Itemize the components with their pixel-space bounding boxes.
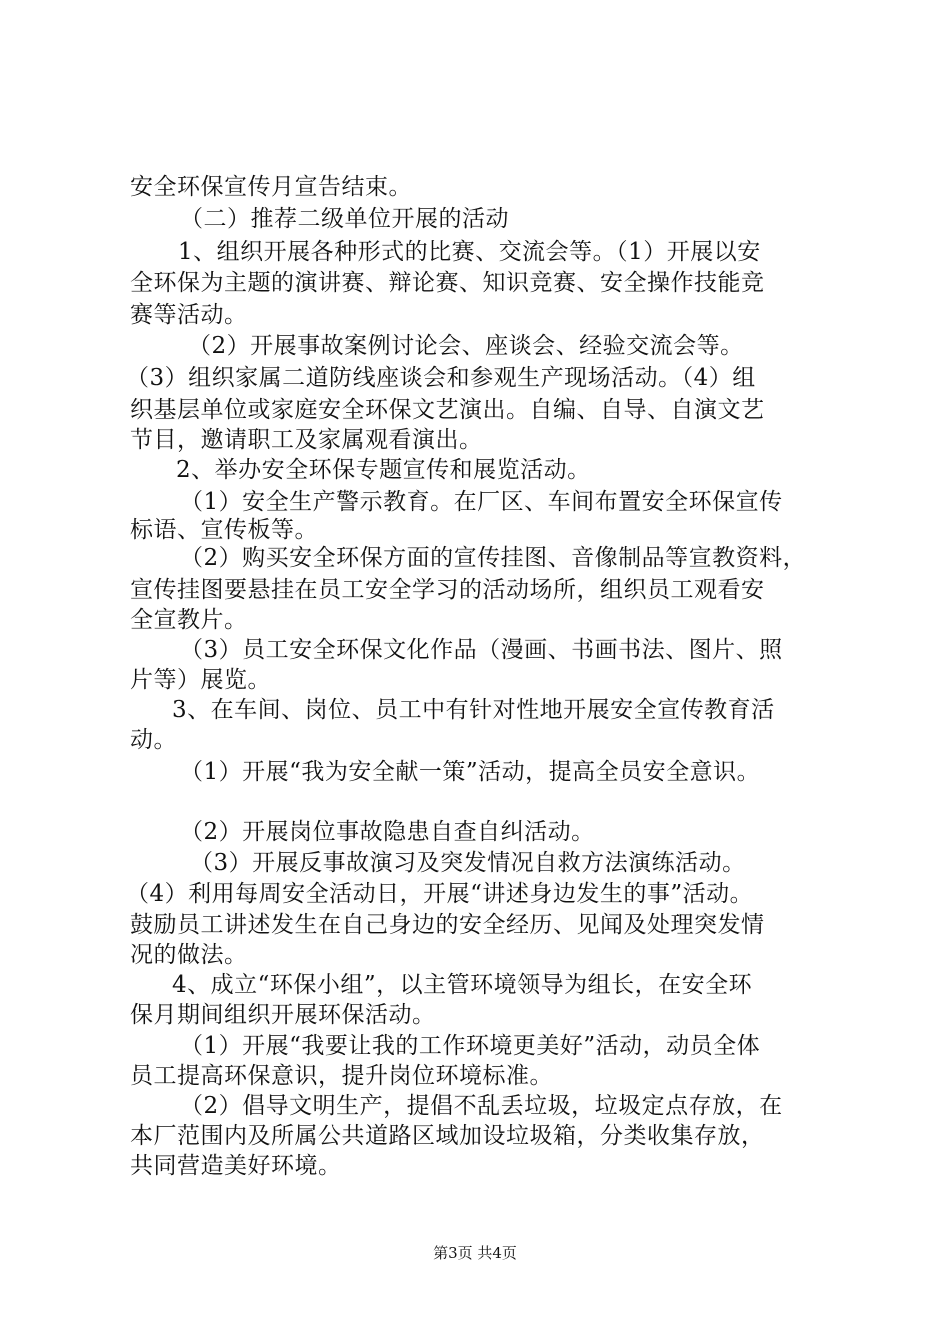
text-line: 安全环保宣传月宣告结束。 — [130, 174, 412, 200]
section-heading: （二）推荐二级单位开展的活动 — [180, 206, 509, 232]
text-line: 共同营造美好环境。 — [130, 1153, 342, 1179]
text-line: 织基层单位或家庭安全环保文艺演出。自编、自导、自演文艺 — [130, 397, 765, 423]
text-line: （2）开展事故案例讨论会、座谈会、经验交流会等。 — [188, 333, 744, 359]
text-line: 况的做法。 — [130, 942, 248, 968]
text-line: 3、在车间、岗位、员工中有针对性地开展安全宣传教育活 — [172, 697, 775, 723]
text-line: 员工提高环保意识，提升岗位环境标准。 — [130, 1063, 553, 1089]
text-line: （3）员工安全环保文化作品（漫画、书画书法、图片、照 — [180, 637, 783, 663]
text-line: （2）购买安全环保方面的宣传挂图、音像制品等宣教资料， — [180, 545, 807, 571]
text-line: 4、成立“环保小组”，以主管环境领导为组长，在安全环 — [172, 972, 753, 998]
text-line: 保月期间组织开展环保活动。 — [130, 1002, 436, 1028]
text-line: 动。 — [130, 727, 177, 753]
text-line: （1）开展“我要让我的工作环境更美好”活动，动员全体 — [180, 1033, 761, 1059]
text-line: （2）倡导文明生产，提倡不乱丢垃圾，垃圾定点存放，在 — [180, 1093, 783, 1119]
text-line: 赛等活动。 — [130, 302, 248, 328]
text-line: （3）开展反事故演习及突发情况自救方法演练活动。 — [190, 850, 746, 876]
text-line: （1）安全生产警示教育。在厂区、车间布置安全环保宣传 — [180, 489, 783, 515]
page-footer: 第3页 共4页 — [433, 1244, 517, 1262]
text-line: 鼓励员工讲述发生在自己身边的安全经历、见闻及处理突发情 — [130, 912, 765, 938]
text-line: （3）组织家属二道防线座谈会和参观生产现场活动。（4）组 — [126, 365, 756, 391]
text-line: 2、举办安全环保专题宣传和展览活动。 — [176, 457, 591, 483]
text-line: 1、组织开展各种形式的比赛、交流会等。（1）开展以安 — [178, 239, 761, 265]
text-line: （2）开展岗位事故隐患自查自纠活动。 — [180, 819, 595, 845]
text-line: （1）开展“我为安全献一策”活动，提高全员安全意识。 — [180, 759, 761, 785]
text-line: 全宣教片。 — [130, 607, 248, 633]
text-line: （4）利用每周安全活动日，开展“讲述身边发生的事”活动。 — [126, 881, 754, 907]
text-line: 标语、宣传板等。 — [130, 517, 318, 543]
text-line: 片等）展览。 — [130, 667, 271, 693]
text-line: 节目，邀请职工及家属观看演出。 — [130, 427, 483, 453]
text-line: 宣传挂图要悬挂在员工安全学习的活动场所，组织员工观看安 — [130, 577, 765, 603]
text-line: 全环保为主题的演讲赛、辩论赛、知识竞赛、安全操作技能竞 — [130, 270, 765, 296]
text-line: 本厂范围内及所属公共道路区域加设垃圾箱，分类收集存放， — [130, 1123, 765, 1149]
